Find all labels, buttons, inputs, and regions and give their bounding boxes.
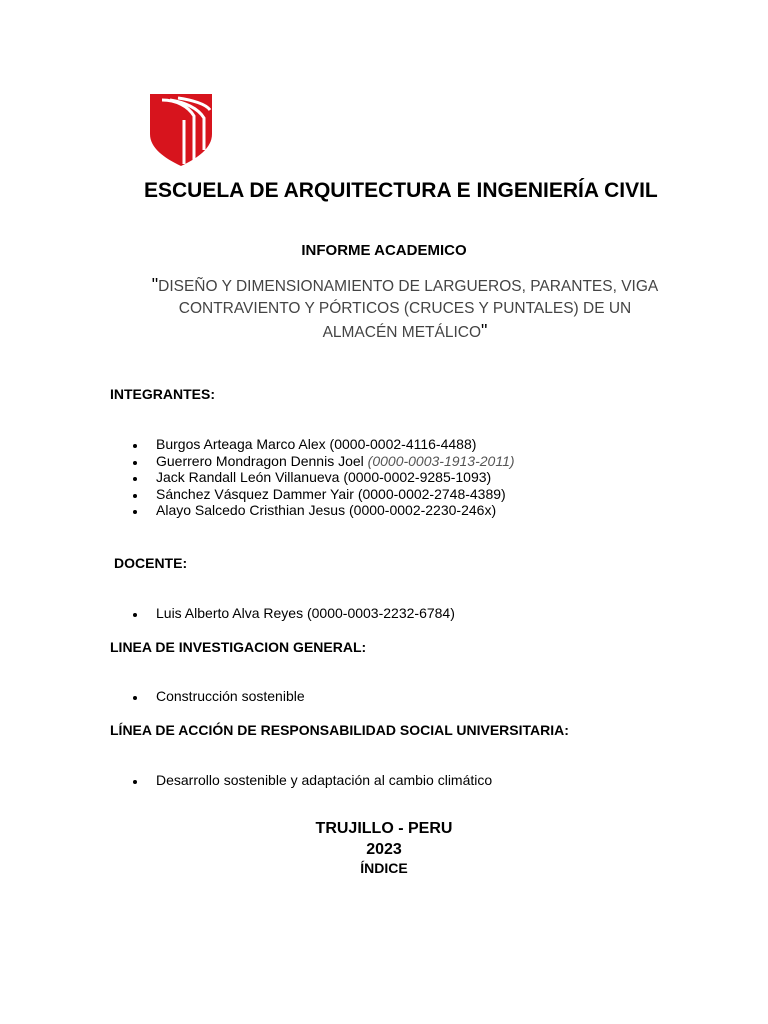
report-type: INFORME ACADEMICO bbox=[301, 242, 467, 259]
rsu-line-item: Desarrollo sostenible y adaptación al cambio climático bbox=[156, 772, 493, 788]
integrantes-heading: INTEGRANTES: bbox=[110, 386, 215, 402]
member-orcid: (0000-0003-1913-2011) bbox=[367, 452, 515, 469]
docente-name: Luis Alberto Alva Reyes bbox=[156, 605, 304, 621]
research-line-list bbox=[110, 688, 305, 705]
title-close-quote: " bbox=[481, 321, 488, 341]
list-item bbox=[110, 453, 515, 470]
member-orcid: (0000-0002-2230-246x) bbox=[349, 502, 497, 518]
list-item bbox=[110, 469, 515, 486]
members-list bbox=[110, 436, 515, 519]
list-item bbox=[110, 772, 492, 789]
member-name: Alayo Salcedo Cristhian Jesus bbox=[156, 502, 346, 518]
member-orcid: (0000-0002-4116-4488) bbox=[329, 436, 477, 452]
title-open-quote: " bbox=[151, 275, 159, 295]
research-line-item: Construcción sostenible bbox=[156, 688, 305, 704]
member-name: Burgos Arteaga Marco Alex bbox=[156, 436, 326, 452]
docente-heading: DOCENTE: bbox=[114, 555, 188, 571]
list-item bbox=[110, 502, 515, 519]
member-name: Guerrero Mondragon Dennis Joel bbox=[156, 452, 364, 469]
report-title bbox=[150, 274, 660, 344]
member-orcid: (0000-0002-2748-4389) bbox=[357, 485, 506, 502]
rsu-line-list bbox=[110, 772, 492, 789]
member-orcid: (0000-0002-9285-1093) bbox=[343, 469, 492, 485]
report-title-text: DISEÑO Y DIMENSIONAMIENTO DE LARGUEROS, PARANTES, VIGA CONTRAVIENTO Y PÓRTICOS (CRUCES Y PUNTALES) DE UN ALMACÉN METÁLICO bbox=[158, 278, 659, 341]
docente-list bbox=[110, 605, 455, 622]
list-item bbox=[110, 605, 455, 622]
research-line-heading: LINEA DE INVESTIGACION GENERAL: bbox=[110, 639, 367, 655]
list-item bbox=[110, 436, 515, 453]
footer-city: TRUJILLO - PERU bbox=[315, 820, 453, 837]
member-name: Jack Randall León Villanueva bbox=[156, 469, 340, 485]
list-item bbox=[110, 688, 305, 705]
member-name: Sánchez Vásquez Dammer Yair bbox=[156, 485, 354, 502]
university-shield-logo bbox=[148, 94, 214, 166]
docente-orcid: (0000-0003-2232-6784) bbox=[306, 605, 455, 621]
index-heading: ÍNDICE bbox=[360, 860, 408, 876]
list-item bbox=[110, 486, 515, 503]
rsu-line-heading: LÍNEA DE ACCIÓN DE RESPONSABILIDAD SOCIAL UNIVERSITARIA: bbox=[110, 722, 569, 738]
school-title: ESCUELA DE ARQUITECTURA E INGENIERÍA CIVIL bbox=[144, 179, 658, 202]
footer-year: 2023 bbox=[366, 841, 402, 858]
